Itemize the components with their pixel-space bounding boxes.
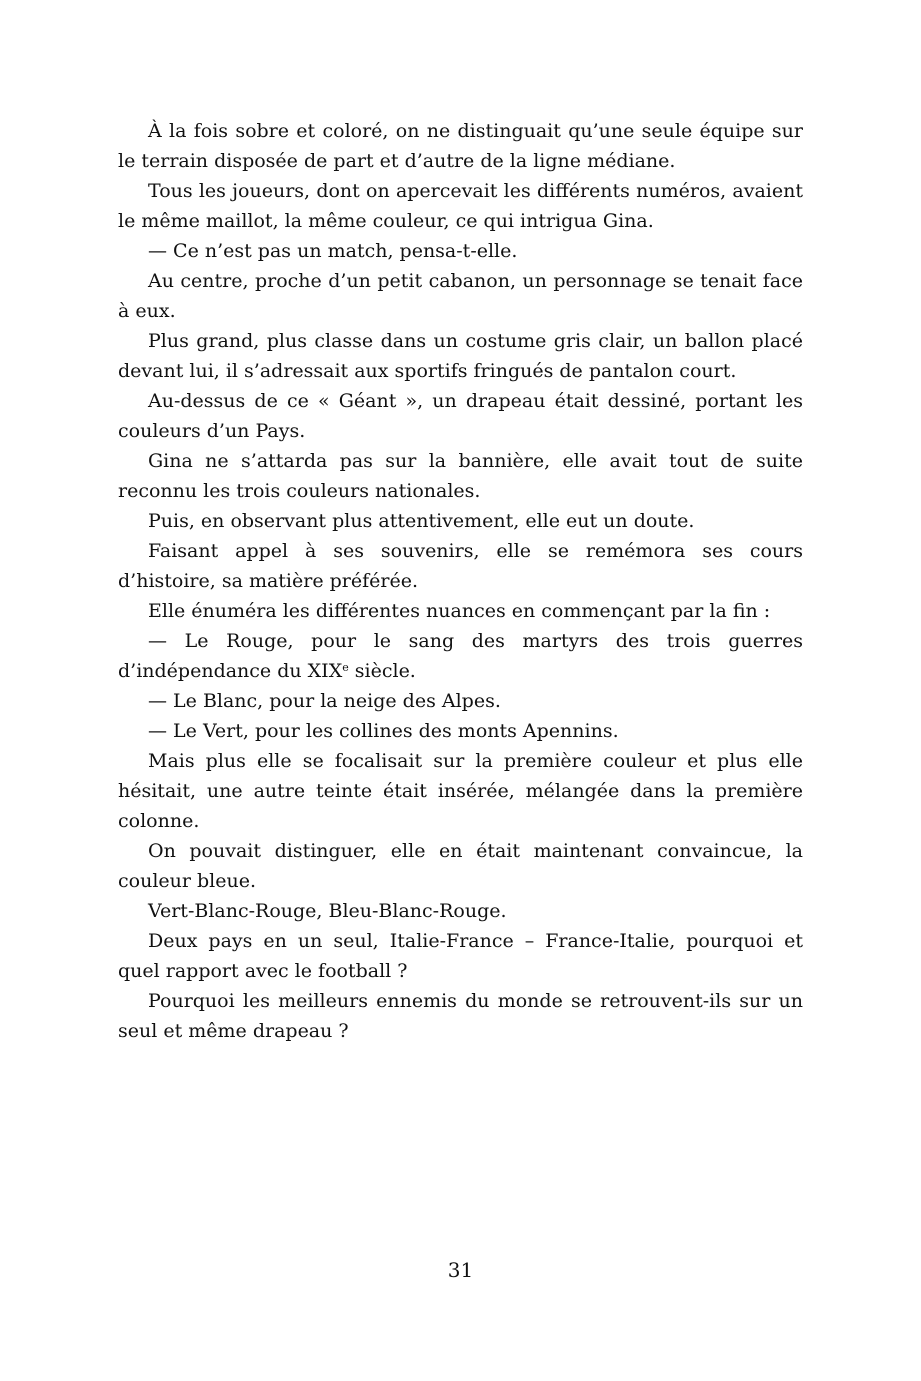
paragraph: Deux pays en un seul, Italie-France – France-Italie, pourquoi et quel rapport avec le football ?	[118, 930, 803, 982]
paragraph: Au-dessus de ce « Géant », un drapeau était dessiné, portant les couleurs d’un Pays.	[118, 390, 803, 442]
paragraph: Pourquoi les meilleurs ennemis du monde se retrouvent-ils sur un seul et même drapeau ?	[118, 990, 803, 1042]
paragraph: Plus grand, plus classe dans un costume gris clair, un ballon placé devant lui, il s’adressait aux sportifs fringués de pantalon court.	[118, 330, 803, 382]
paragraph: Faisant appel à ses souvenirs, elle se remémora ses cours d’histoire, sa matière préférée.	[118, 540, 803, 592]
paragraph: Mais plus elle se focalisait sur la première couleur et plus elle hésitait, une autre teinte était insérée, mélangée dans la première colonne.	[118, 750, 803, 832]
paragraph: Vert-Blanc-Rouge, Bleu-Blanc-Rouge.	[148, 900, 507, 922]
superscript: e	[342, 661, 349, 674]
paragraph: À la fois sobre et coloré, on ne distinguait qu’une seule équipe sur le terrain disposée de part et d’autre de la ligne médiane.	[118, 120, 803, 172]
paragraph: Puis, en observant plus attentivement, elle eut un doute.	[148, 510, 695, 532]
paragraph: Au centre, proche d’un petit cabanon, un personnage se tenait face à eux.	[118, 270, 803, 322]
paragraph: — Le Blanc, pour la neige des Alpes.	[148, 690, 501, 712]
paragraph-text: siècle.	[348, 660, 416, 682]
paragraph-text: — Le Rouge, pour le sang des martyrs des trois guerres d’indépendance du XIX	[118, 630, 803, 682]
paragraph: — Le Vert, pour les collines des monts Apennins.	[148, 720, 619, 742]
paragraph: — Ce n’est pas un match, pensa-t-elle.	[148, 240, 518, 262]
paragraph: Elle énuméra les différentes nuances en commençant par la fin :	[148, 600, 771, 622]
paragraph: Tous les joueurs, dont on apercevait les différents numéros, avaient le même maillot, la même couleur, ce qui intrigua Gina.	[118, 180, 803, 232]
paragraph	[118, 626, 803, 686]
page-number: 31	[447, 1258, 474, 1282]
paragraph: On pouvait distinguer, elle en était maintenant convaincue, la couleur bleue.	[118, 840, 803, 892]
paragraph: Gina ne s’attarda pas sur la bannière, elle avait tout de suite reconnu les trois couleurs nationales.	[118, 450, 803, 502]
body-text	[118, 116, 803, 1046]
